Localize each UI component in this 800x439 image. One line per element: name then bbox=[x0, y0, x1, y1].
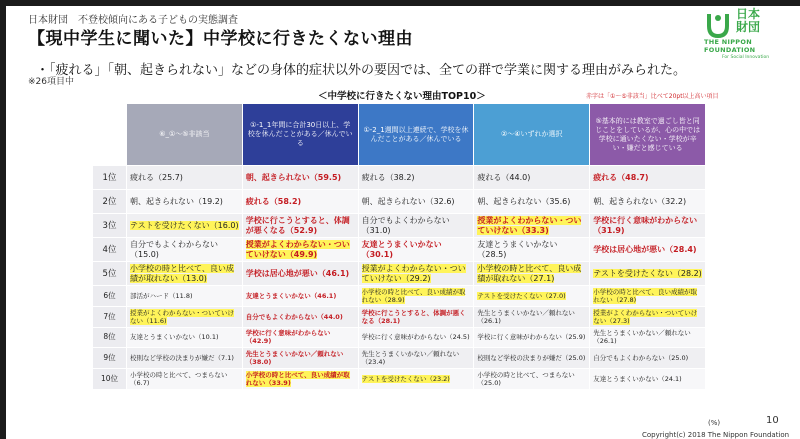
reason-cell bbox=[127, 262, 243, 286]
logo-tagline: For Social Innovation bbox=[722, 55, 770, 60]
reason-cell bbox=[358, 262, 474, 286]
reason-text: 朝、起きられない（32.2) bbox=[593, 196, 687, 206]
reason-text: 授業がよくわからない・ついていけない（29.2) bbox=[361, 263, 466, 283]
reason-text: 部活がハード（11.8) bbox=[130, 291, 193, 300]
reason-text: 授業がよくわからない・ついていけない（33.3) bbox=[477, 215, 582, 235]
reason-cell bbox=[127, 327, 243, 348]
rank-cell: 9位 bbox=[93, 348, 127, 369]
reason-cell bbox=[474, 262, 590, 286]
reason-cell bbox=[590, 214, 706, 238]
reason-text: 小学校の時と比べて、つまらない（25.0) bbox=[477, 371, 575, 388]
reason-text: 学校は居心地が悪い（46.1) bbox=[245, 268, 350, 278]
reason-cell bbox=[127, 286, 243, 307]
reason-text: 自分でもよくわからない（31.0) bbox=[361, 215, 450, 235]
reason-text: 疲れる（44.0) bbox=[477, 172, 531, 182]
rank-cell: 7位 bbox=[93, 306, 127, 327]
reason-cell bbox=[127, 369, 243, 390]
table-row bbox=[93, 214, 706, 238]
reasons-table-grid bbox=[92, 103, 706, 390]
reason-cell bbox=[127, 306, 243, 327]
reason-cell bbox=[242, 214, 358, 238]
page-number: 10 bbox=[766, 415, 779, 426]
reason-text: 先生とうまくいかない／頼れない（26.1) bbox=[477, 308, 575, 325]
logo-kanji-line2: 財団 bbox=[736, 20, 761, 34]
reason-text: 先生とうまくいかない／頼れない（23.4) bbox=[361, 350, 460, 367]
reason-text: 授業がよくわからない・ついていけない（11.6) bbox=[130, 308, 234, 325]
reason-cell bbox=[590, 306, 706, 327]
reason-text: 疲れる（25.7) bbox=[130, 172, 183, 182]
window-frame-left bbox=[0, 0, 6, 439]
rank-cell: 3位 bbox=[93, 214, 127, 238]
reason-cell bbox=[474, 190, 590, 214]
reason-cell bbox=[127, 214, 243, 238]
reason-cell bbox=[127, 190, 243, 214]
column-header: ⑤基本的には教室で過ごし皆と同じことをしているが、心の中では学校に通いたくない・学校が辛い・嫌だと感じている bbox=[590, 104, 706, 166]
reason-text: 朝、起きられない（32.6) bbox=[361, 196, 455, 206]
table-row bbox=[93, 238, 706, 262]
reason-cell bbox=[358, 166, 474, 190]
reason-cell bbox=[242, 190, 358, 214]
logo-en-line1: THE NIPPON bbox=[704, 38, 752, 46]
reason-cell bbox=[474, 369, 590, 390]
reason-cell bbox=[242, 166, 358, 190]
reason-text: テストを受けたくない（27.0) bbox=[477, 291, 566, 300]
column-header: ②～④いずれか選択 bbox=[474, 104, 590, 166]
reason-text: 朝、起きられない（59.5) bbox=[245, 172, 342, 182]
reason-text: 友達とうまくいかない（30.1) bbox=[361, 239, 442, 259]
table-body bbox=[93, 166, 706, 390]
reason-text: 自分でもよくわからない（44.0) bbox=[245, 312, 343, 321]
logo-mark-icon bbox=[704, 10, 732, 40]
table-row bbox=[93, 190, 706, 214]
reason-cell bbox=[358, 306, 474, 327]
reason-text: 小学校の時と比べて、良い成績が取れない（27.8) bbox=[593, 287, 698, 304]
logo-en-line2: FOUNDATION bbox=[704, 46, 756, 54]
reason-text: 小学校の時と比べて、良い成績が取れない（27.1) bbox=[477, 263, 582, 283]
reason-cell bbox=[474, 214, 590, 238]
reason-cell bbox=[242, 286, 358, 307]
table-row bbox=[93, 262, 706, 286]
table-row bbox=[93, 286, 706, 307]
table-header-row bbox=[93, 104, 706, 166]
reason-text: 先生とうまくいかない／頼れない（26.1) bbox=[593, 329, 691, 346]
reason-cell bbox=[474, 348, 590, 369]
reason-text: 疲れる（48.7) bbox=[593, 172, 649, 182]
reason-text: 小学校の時と比べて、良い成績が取れない（28.9) bbox=[361, 287, 466, 304]
red-text-note: 赤字は「①～⑤非該当」比べて20pt以上高い項目 bbox=[586, 93, 719, 100]
column-header: ⑥_①～⑤非該当 bbox=[127, 104, 243, 166]
reason-cell bbox=[242, 306, 358, 327]
table-row bbox=[93, 348, 706, 369]
reason-cell bbox=[242, 238, 358, 262]
reason-text: 友達とうまくいかない（28.5) bbox=[477, 239, 558, 259]
rank-cell: 10位 bbox=[93, 369, 127, 390]
summary-text: ・「疲れる」「朝、起きられない」などの身体的症状以外の要因では、全ての群で学業に関する理由がみられた。 bbox=[36, 63, 687, 78]
reason-text: 朝、起きられない（35.6) bbox=[477, 196, 571, 206]
reason-cell bbox=[590, 190, 706, 214]
rank-cell: 8位 bbox=[93, 327, 127, 348]
reason-cell bbox=[127, 238, 243, 262]
reason-cell bbox=[358, 238, 474, 262]
table-row bbox=[93, 327, 706, 348]
reason-text: 小学校の時と比べて、良い成績が取れない（13.0) bbox=[130, 263, 234, 283]
reason-cell bbox=[590, 286, 706, 307]
reason-cell bbox=[127, 166, 243, 190]
reason-text: 学校に行こうとすると、体調が悪くなる（52.9) bbox=[245, 215, 350, 235]
reason-cell bbox=[358, 214, 474, 238]
reason-cell bbox=[242, 369, 358, 390]
reason-text: 小学校の時と比べて、つまらない（6.7) bbox=[130, 371, 228, 388]
reason-text: 学校に行こうとすると、体調が悪くなる（28.1) bbox=[361, 308, 466, 325]
reason-text: 友達とうまくいかない（46.1) bbox=[245, 291, 337, 300]
reason-text: 学校に行く意味がわからない（25.9) bbox=[477, 333, 586, 342]
reason-cell bbox=[474, 306, 590, 327]
reason-text: 校則など学校の決まりが嫌だ（7.1) bbox=[130, 354, 234, 363]
window-frame-top bbox=[0, 0, 800, 6]
reason-cell bbox=[590, 238, 706, 262]
rank-cell: 4位 bbox=[93, 238, 127, 262]
unit-label: (%) bbox=[708, 419, 721, 427]
reason-text: 学校に行く意味がわからない（42.9) bbox=[245, 329, 331, 346]
copyright-text: Copyright(c) 2018 The Nippon Foundation bbox=[642, 431, 790, 439]
reason-cell bbox=[127, 348, 243, 369]
table-row bbox=[93, 166, 706, 190]
reason-cell bbox=[474, 166, 590, 190]
reason-text: 友達とうまくいかない（24.1) bbox=[593, 375, 682, 384]
reason-text: 朝、起きられない（19.2) bbox=[130, 196, 223, 206]
reason-text: テストを受けたくない（16.0) bbox=[130, 220, 239, 230]
reason-cell bbox=[358, 286, 474, 307]
reason-text: 先生とうまくいかない／頼れない（38.0) bbox=[245, 350, 344, 367]
reason-cell bbox=[358, 348, 474, 369]
reason-text: 学校に行く意味がわからない（24.5) bbox=[361, 333, 470, 342]
reason-cell bbox=[590, 262, 706, 286]
items-note: ※26項目中 bbox=[28, 77, 74, 87]
reason-cell bbox=[242, 262, 358, 286]
slide-title: 【現中学生に聞いた】中学校に行きたくない理由 bbox=[28, 29, 413, 49]
reason-text: 疲れる（58.2) bbox=[245, 196, 302, 206]
logo-kanji bbox=[736, 8, 780, 34]
reason-text: 授業がよくわからない・ついていけない（27.3) bbox=[593, 308, 698, 325]
reason-cell bbox=[242, 327, 358, 348]
reason-text: 自分でもよくわからない（25.0) bbox=[593, 354, 689, 363]
reason-cell bbox=[358, 369, 474, 390]
reason-cell bbox=[474, 327, 590, 348]
reason-cell bbox=[590, 369, 706, 390]
reason-text: 友達とうまくいかない（10.1) bbox=[130, 333, 219, 342]
nippon-foundation-logo bbox=[700, 8, 792, 62]
reason-text: 学校に行く意味がわからない（31.9) bbox=[593, 215, 698, 235]
reason-text: 校則など学校の決まりが嫌だ（25.0) bbox=[477, 354, 586, 363]
reason-cell bbox=[474, 286, 590, 307]
table-row bbox=[93, 369, 706, 390]
rank-cell: 2位 bbox=[93, 190, 127, 214]
reason-text: テストを受けたくない（28.2) bbox=[593, 268, 702, 278]
table-title: ＜中学校に行きたくない理由TOP10＞ bbox=[318, 91, 486, 102]
rank-cell: 1位 bbox=[93, 166, 127, 190]
logo-kanji-line1: 日本 bbox=[736, 7, 761, 21]
reason-text: 授業がよくわからない・ついていけない（49.9) bbox=[245, 239, 350, 259]
rank-cell: 5位 bbox=[93, 262, 127, 286]
reason-cell bbox=[242, 348, 358, 369]
reason-cell bbox=[474, 238, 590, 262]
reason-cell bbox=[590, 327, 706, 348]
reason-text: 疲れる（38.2) bbox=[361, 172, 415, 182]
reasons-table bbox=[92, 103, 705, 430]
reason-text: テストを受けたくない（23.2) bbox=[361, 375, 450, 384]
source-label: 日本財団 不登校傾向にある子どもの実態調査 bbox=[28, 15, 238, 26]
table-corner-cell bbox=[93, 104, 127, 166]
reason-cell bbox=[590, 166, 706, 190]
column-header: ①-2_1週間以上連続で、学校を休んだことがある／休んでいる bbox=[358, 104, 474, 166]
column-header: ①-1_1年間に合計30日以上、学校を休んだことがある／休んでいる bbox=[242, 104, 358, 166]
reason-cell bbox=[590, 348, 706, 369]
reason-text: 小学校の時と比べて、良い成績が取れない（33.9) bbox=[245, 371, 350, 388]
reason-text: 自分でもよくわからない（15.0) bbox=[130, 239, 218, 259]
reason-cell bbox=[358, 190, 474, 214]
reason-cell bbox=[358, 327, 474, 348]
reason-text: 学校は居心地が悪い（28.4) bbox=[593, 244, 697, 254]
table-row bbox=[93, 306, 706, 327]
rank-cell: 6位 bbox=[93, 286, 127, 307]
